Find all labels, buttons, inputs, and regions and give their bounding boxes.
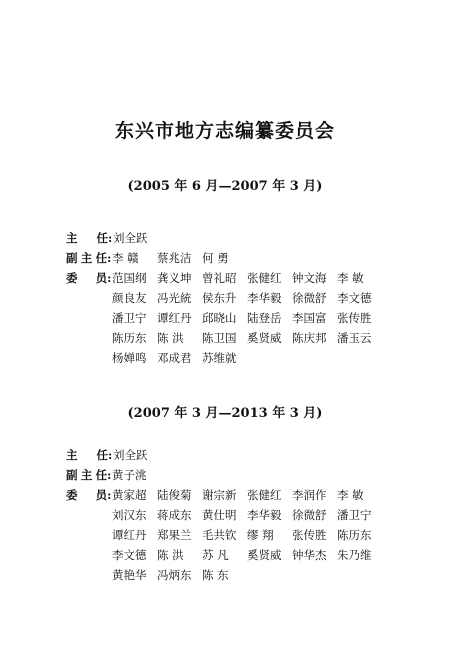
member-name: 陆登岳 <box>246 311 282 325</box>
member-name: 刘汉东 <box>111 508 147 522</box>
member-name: 陈 洪 <box>156 548 184 562</box>
deputy-label: 副主任 <box>66 468 108 482</box>
member-name: 谭红丹 <box>111 528 147 542</box>
member-name: 李华毅 <box>246 508 282 522</box>
member-name: 曾礼昭 <box>201 271 237 285</box>
member-name: 范国纲 <box>111 271 147 285</box>
members-row: 委 员 : 范国纲 龚义坤 曾礼昭 张健红 钟文海 李 敏 颜良友 冯光統 侯东升 李华毅 徐微舒 李文德 潘卫宁 谭红丹 邱晓山 陆登岳 李国富 张传胜 陈历东 陈 洪 陈卫国 奚贤威 陈庆邦 潘玉云 杨婵鸣 邓成君 苏维就 <box>66 268 386 368</box>
member-name: 李华毅 <box>246 291 282 305</box>
document-title: 东兴市地方志编纂委员会 <box>114 120 335 142</box>
member-name: 陈 东 <box>201 568 229 582</box>
members-label: 委 员 <box>66 271 108 285</box>
member-name: 苏维就 <box>201 351 237 365</box>
member-name: 李文德 <box>336 291 372 305</box>
member-name: 奚贤威 <box>246 331 282 345</box>
deputy-row: 副主任 : 李 赣 蔡兆洁 何 勇 <box>66 248 386 268</box>
member-name: 邓成君 <box>156 351 192 365</box>
member-name: 张健红 <box>246 488 282 502</box>
director-label: 主 任 <box>66 448 108 462</box>
deputy-name: 何 勇 <box>201 251 229 265</box>
member-name: 李文德 <box>111 548 147 562</box>
member-name: 潘玉云 <box>336 331 372 345</box>
member-name: 李润作 <box>291 488 327 502</box>
director-row: 主 任 : 刘全跃 <box>66 445 386 465</box>
member-name: 黄艳华 <box>111 568 147 582</box>
member-name: 郑果兰 <box>156 528 192 542</box>
members-row: 委 员 : 黄家超 陆俊菊 谢宗新 张健红 李润作 李 敏 刘汉东 蒋成东 黄仕明 李华毅 徐微舒 潘卫宁 谭红丹 郑果兰 毛共钦 缪 翔 张传胜 陈历东 李文德 陈 洪 苏 凡 奚贤威 钟华杰 朱乃维 黄艳华 冯炳东 陈 东 <box>66 485 386 585</box>
member-name: 侯东升 <box>201 291 237 305</box>
deputy-label: 副主任 <box>66 251 108 265</box>
member-name: 李国富 <box>291 311 327 325</box>
deputy-name: 李 赣 <box>111 251 139 265</box>
member-name: 朱乃维 <box>336 548 372 562</box>
member-name: 徐微舒 <box>291 291 327 305</box>
member-name: 冯光統 <box>156 291 192 305</box>
member-name: 张传胜 <box>291 528 327 542</box>
deputy-row: 副主任 : 黄子洮 <box>66 465 386 485</box>
member-name: 陈庆邦 <box>291 331 327 345</box>
member-name: 徐微舒 <box>291 508 327 522</box>
member-name: 奚贤威 <box>246 548 282 562</box>
member-names <box>112 485 386 585</box>
term-1-roster <box>66 228 386 368</box>
member-name: 冯炳东 <box>156 568 192 582</box>
member-name: 陆俊菊 <box>156 488 192 502</box>
member-name: 缪 翔 <box>246 528 274 542</box>
member-name: 李 敏 <box>336 271 364 285</box>
director-label: 主 任 <box>66 231 108 245</box>
member-name: 陈 洪 <box>156 331 184 345</box>
member-name: 钟华杰 <box>291 548 327 562</box>
member-name: 苏 凡 <box>201 548 229 562</box>
member-name: 颜良友 <box>111 291 147 305</box>
member-name: 杨婵鸣 <box>111 351 147 365</box>
member-name: 潘卫宁 <box>336 508 372 522</box>
member-name: 陈卫国 <box>201 331 237 345</box>
director-name: 刘全跃 <box>113 231 148 245</box>
deputy-name: 蔡兆洁 <box>156 251 192 265</box>
term-1-period: (2005 年 6 月—2007 年 3 月) <box>127 179 323 194</box>
deputy-names <box>112 248 386 268</box>
member-name: 张传胜 <box>336 311 372 325</box>
members-label: 委 员 <box>66 488 108 502</box>
member-names <box>112 268 386 368</box>
member-name: 潘卫宁 <box>111 311 147 325</box>
member-name: 陈历东 <box>111 331 147 345</box>
member-name: 蒋成东 <box>156 508 192 522</box>
member-name: 龚义坤 <box>156 271 192 285</box>
member-name: 黄家超 <box>111 488 147 502</box>
member-name: 邱晓山 <box>201 311 237 325</box>
member-name: 谭红丹 <box>156 311 192 325</box>
member-name: 张健红 <box>246 271 282 285</box>
director-name: 刘全跃 <box>113 448 148 462</box>
member-name: 陈历东 <box>336 528 372 542</box>
member-name: 李 敏 <box>336 488 364 502</box>
deputy-name: 黄子洮 <box>111 468 147 482</box>
member-name: 钟文海 <box>291 271 327 285</box>
term-2-roster <box>66 445 386 585</box>
member-name: 毛共钦 <box>201 528 237 542</box>
member-name: 谢宗新 <box>201 488 237 502</box>
member-name: 黄仕明 <box>201 508 237 522</box>
director-row: 主 任 : 刘全跃 <box>66 228 386 248</box>
deputy-names <box>112 465 386 485</box>
term-2-period: (2007 年 3 月—2013 年 3 月) <box>127 406 323 421</box>
